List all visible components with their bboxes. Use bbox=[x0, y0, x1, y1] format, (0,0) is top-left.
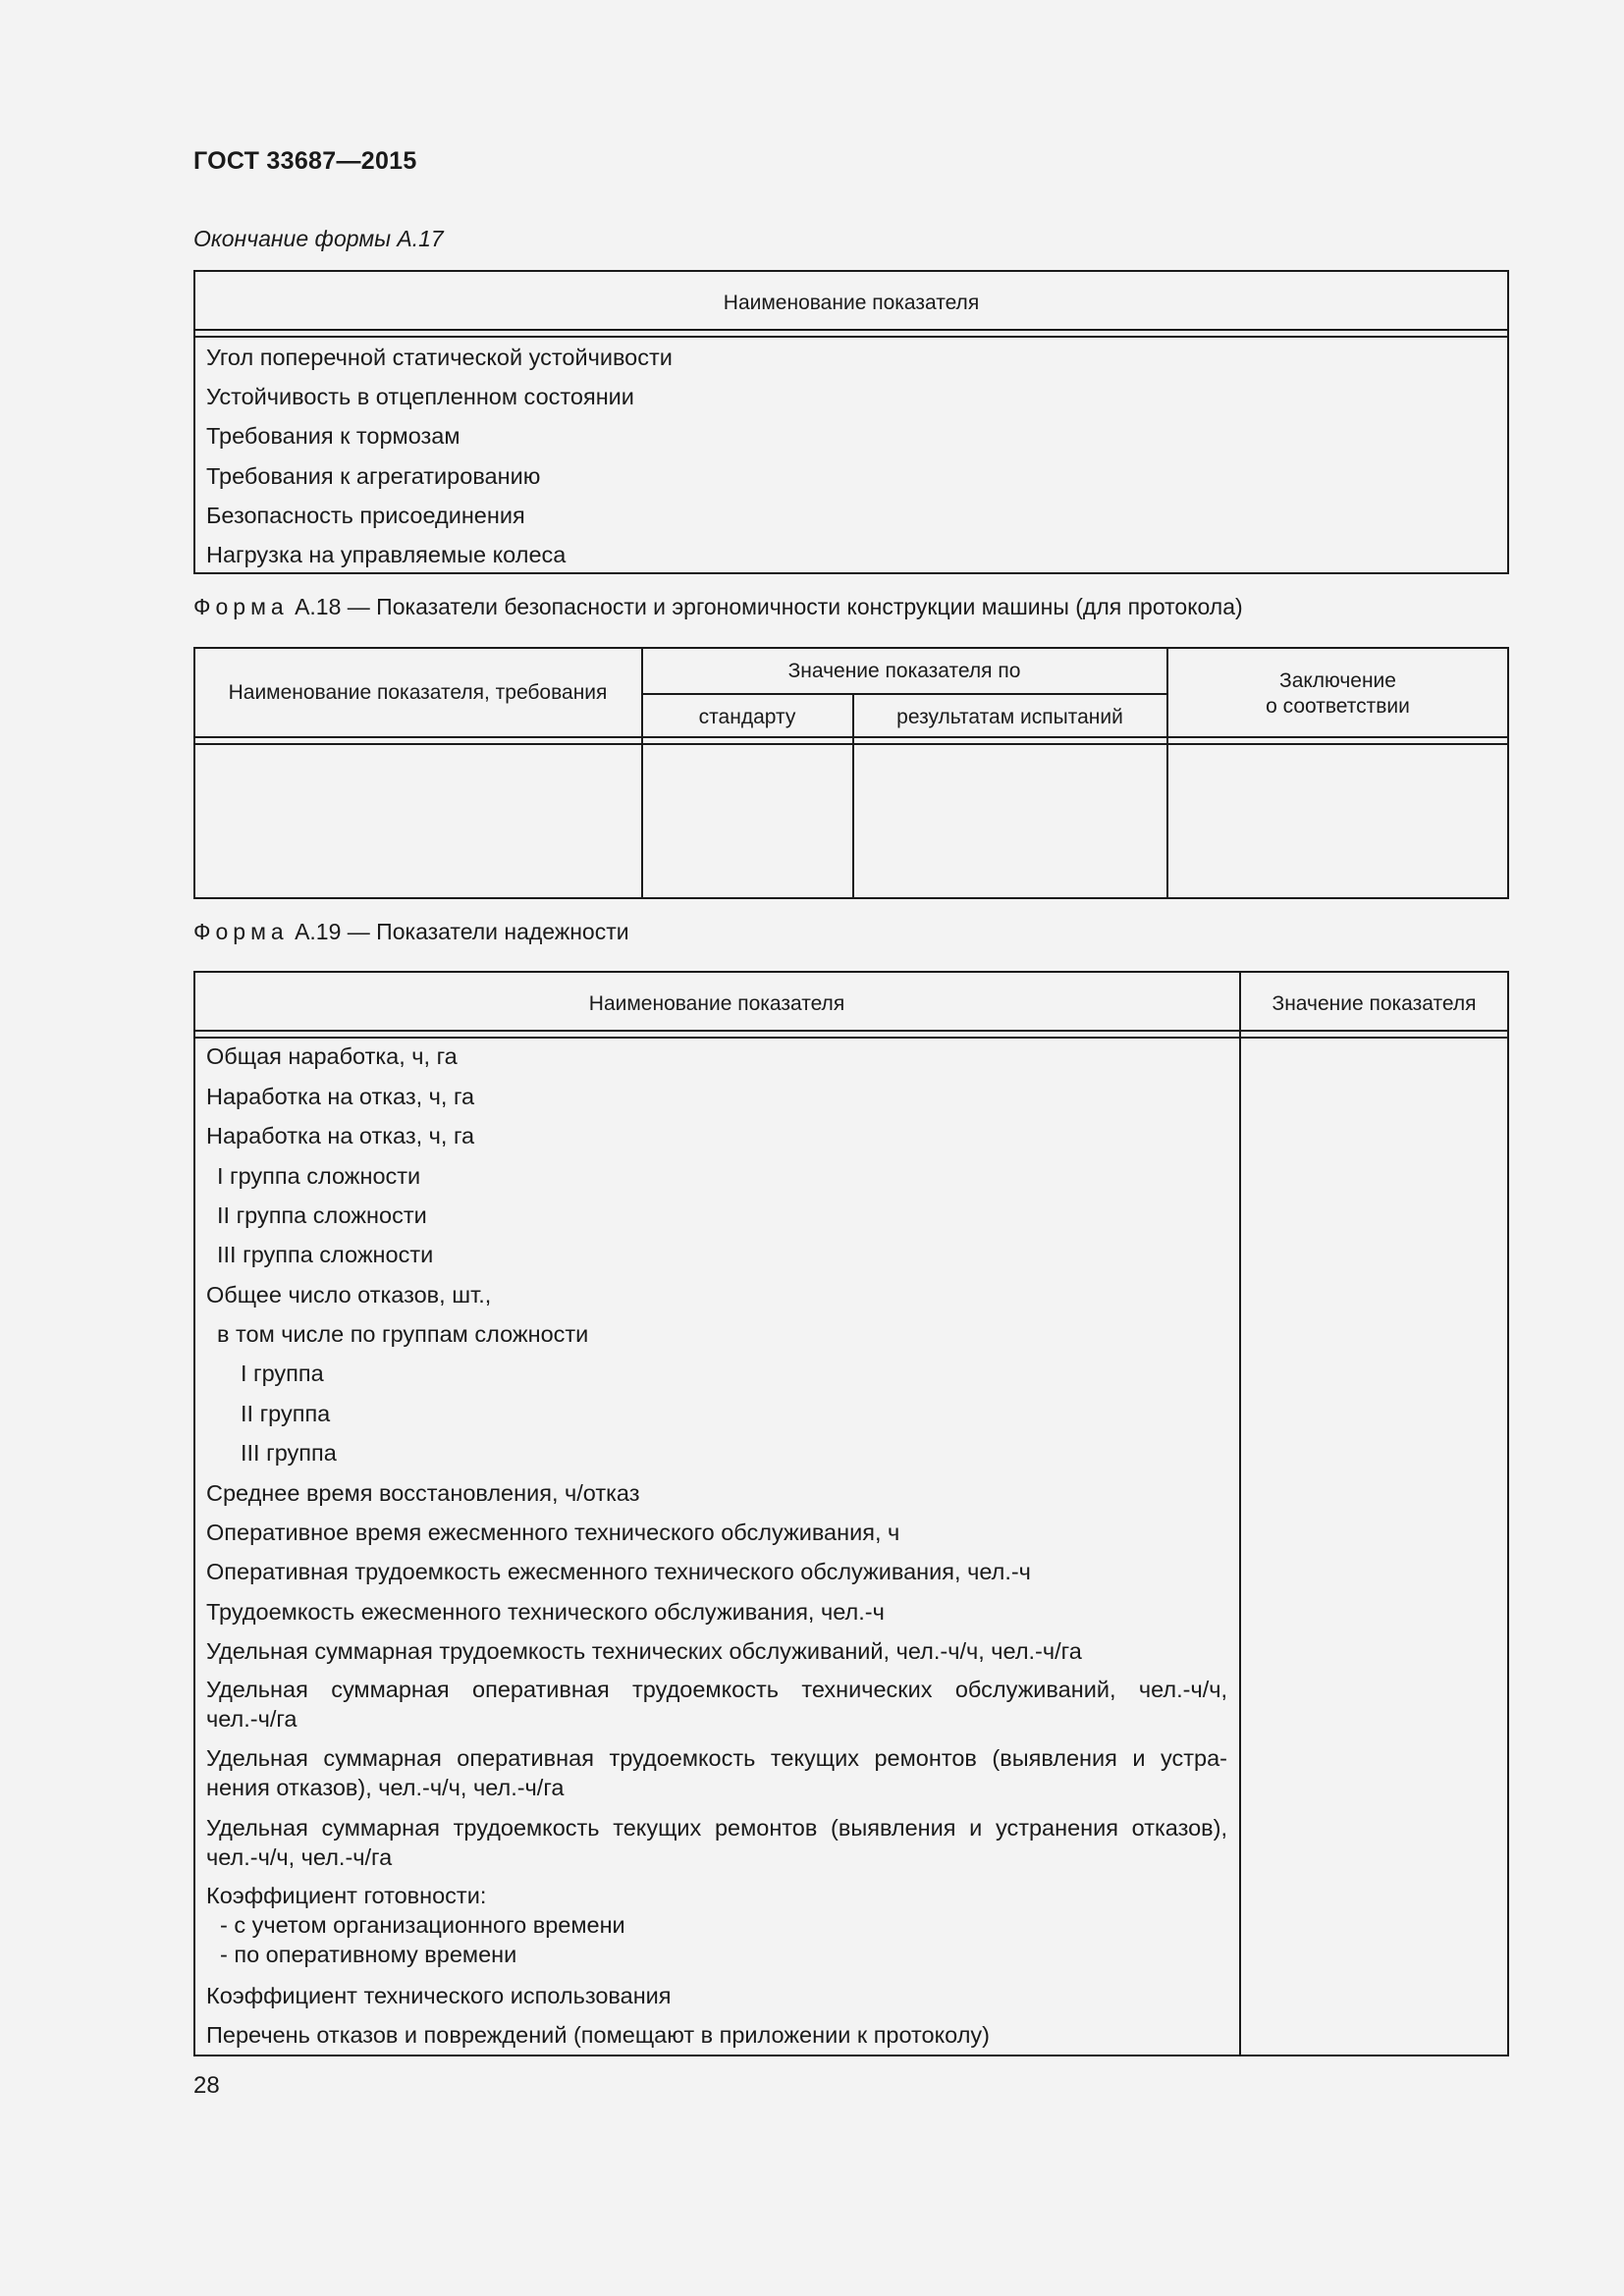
form-a19-caption-word: Форма bbox=[193, 919, 289, 944]
form-a17-row: Требования к агрегатированию bbox=[206, 463, 541, 489]
form-a19-multiline-line: чел.-ч/га bbox=[206, 1706, 298, 1732]
form-a18-caption bbox=[193, 594, 1243, 620]
form-a19-multiline-row bbox=[206, 1675, 1227, 1734]
form-a19-caption-text: А.19 — Показатели надежности bbox=[295, 919, 629, 944]
form-a19-row: в том числе по группам сложности bbox=[217, 1321, 589, 1347]
form-a17-continuation: Окончание формы А.17 bbox=[193, 226, 444, 251]
form-a19-row: Коэффициент технического использования bbox=[206, 1983, 672, 2008]
form-a19-col-value: Значение показателя bbox=[1272, 992, 1477, 1015]
form-a19-multiline-line: чел.-ч/ч, чел.-ч/га bbox=[206, 1844, 393, 1870]
form-a19-row: Оперативная трудоемкость ежесменного технического обслуживания, чел.-ч bbox=[206, 1559, 1031, 1584]
form-a18-col-name: Наименование показателя, требования bbox=[228, 681, 608, 704]
form-a19-multiline-line: Удельная суммарная оперативная трудоемкость технических обслуживаний, чел.-ч/ч, bbox=[206, 1677, 1227, 1702]
form-a19-row: Общее число отказов, шт., bbox=[206, 1282, 492, 1308]
form-a19-multiline-line: нения отказов), чел.-ч/ч, чел.-ч/га bbox=[206, 1775, 565, 1800]
form-a19-row: I группа bbox=[241, 1361, 324, 1386]
document-id: ГОСТ 33687—2015 bbox=[193, 147, 417, 175]
form-a19-col-name: Наименование показателя bbox=[588, 992, 845, 1015]
form-a17-row: Устойчивость в отцепленном состоянии bbox=[206, 384, 634, 409]
form-a19-row: Среднее время восстановления, ч/отказ bbox=[206, 1480, 640, 1506]
form-a17-row: Угол поперечной статической устойчивости bbox=[206, 345, 673, 370]
form-a18-col-conclusion-line2: о соответствии bbox=[1266, 695, 1410, 719]
form-a18-col-conclusion bbox=[1167, 668, 1508, 721]
form-a18-col-value-group: Значение показателя по bbox=[787, 660, 1021, 682]
form-a19-readiness-title: Коэффициент готовности: bbox=[206, 1883, 487, 1908]
form-a19-multiline-row bbox=[206, 1743, 1227, 1802]
form-a19-row: III группа bbox=[241, 1440, 337, 1466]
form-a19-row: Перечень отказов и повреждений (помещают в приложении к протоколу) bbox=[206, 2022, 991, 2048]
form-a19-row: II группа сложности bbox=[217, 1202, 427, 1228]
form-a19-row: Удельная суммарная трудоемкость технических обслуживаний, чел.-ч/ч, чел.-ч/га bbox=[206, 1638, 1082, 1664]
form-a18-col-conclusion-line1: Заключение bbox=[1279, 669, 1396, 692]
form-a18-col-results: результатам испытаний bbox=[896, 706, 1123, 728]
form-a17-row: Требования к тормозам bbox=[206, 423, 460, 449]
form-a19-multiline-line: Удельная суммарная оперативная трудоемкость текущих ремонтов (выявления и устра- bbox=[206, 1745, 1227, 1771]
form-a19-row: Общая наработка, ч, га bbox=[206, 1043, 458, 1069]
form-a19-readiness-item: - с учетом организационного времени bbox=[220, 1912, 625, 1938]
form-a17-row: Нагрузка на управляемые колеса bbox=[206, 542, 567, 567]
form-a19-caption bbox=[193, 919, 629, 945]
form-a19-multiline-line: Удельная суммарная трудоемкость текущих ремонтов (выявления и устранения отказов), bbox=[206, 1815, 1227, 1841]
form-a17-column-header: Наименование показателя bbox=[723, 292, 980, 314]
form-a19-row: Наработка на отказ, ч, га bbox=[206, 1123, 475, 1148]
form-a18-col-standard: стандарту bbox=[698, 706, 796, 728]
page-number: 28 bbox=[193, 2072, 220, 2099]
form-a19-readiness-item: - по оперативному времени bbox=[220, 1942, 517, 1967]
form-a17-row: Безопасность присоединения bbox=[206, 503, 525, 528]
form-a19-row: I группа сложности bbox=[217, 1163, 421, 1189]
form-a19-row: Наработка на отказ, ч, га bbox=[206, 1084, 475, 1109]
form-a19-row: III группа сложности bbox=[217, 1242, 434, 1267]
form-a19-row: II группа bbox=[241, 1401, 331, 1426]
form-a19-multiline-row bbox=[206, 1813, 1227, 1872]
form-a19-readiness-row bbox=[206, 1881, 1227, 1969]
form-a18-caption-word: Форма bbox=[193, 594, 289, 619]
form-a19-row: Трудоемкость ежесменного технического обслуживания, чел.-ч bbox=[206, 1599, 885, 1625]
form-a19-row: Оперативное время ежесменного технического обслуживания, ч bbox=[206, 1520, 900, 1545]
form-a18-caption-text: А.18 — Показатели безопасности и эргономичности конструкции машины (для протокола) bbox=[295, 594, 1243, 619]
